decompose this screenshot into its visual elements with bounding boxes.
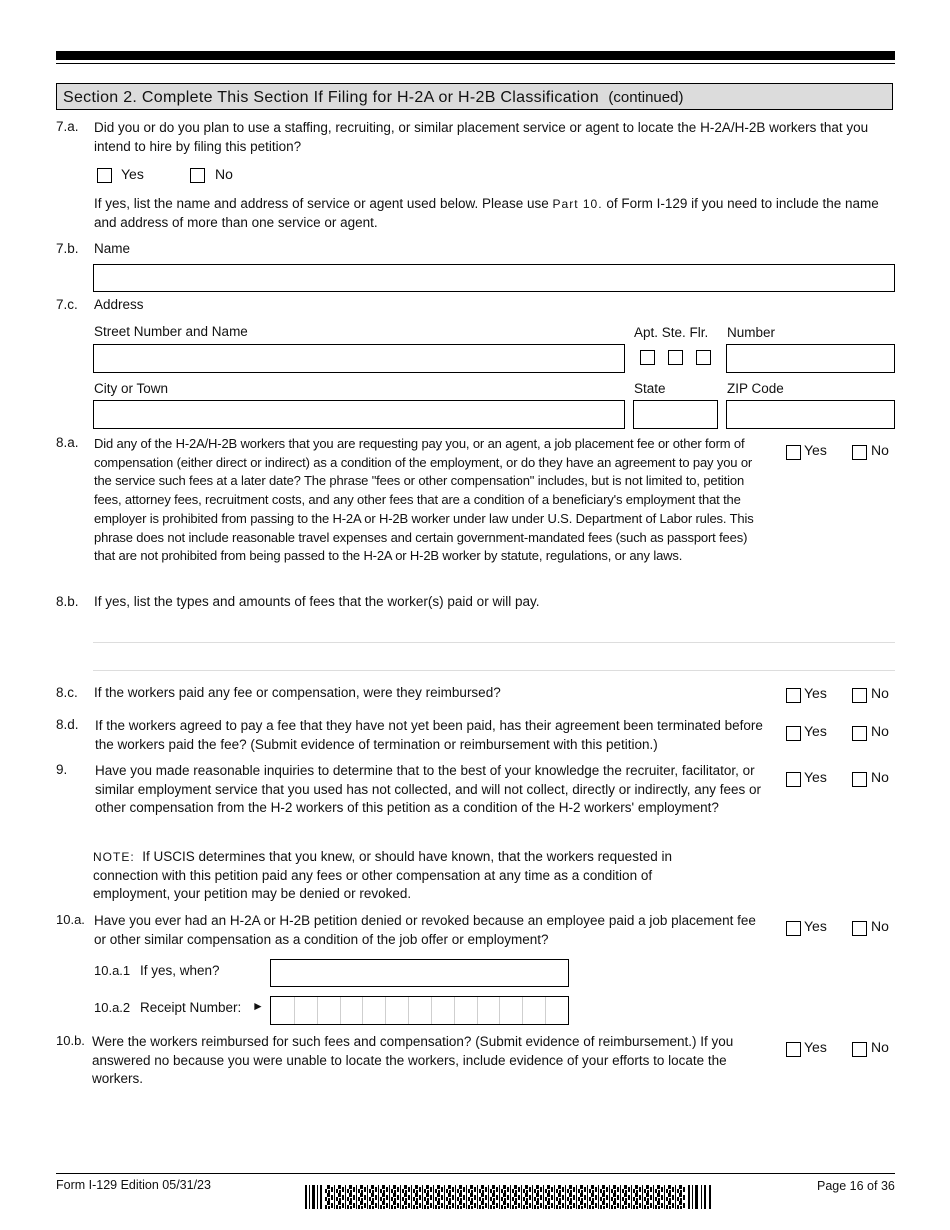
apt-checkbox[interactable] [640, 350, 655, 365]
q10b-no-checkbox[interactable] [852, 1042, 867, 1057]
q9-note [93, 848, 733, 904]
q7a-no-checkbox[interactable] [190, 168, 205, 183]
q9-note-label: NOTE: [93, 850, 135, 864]
q9-number: 9. [56, 762, 68, 777]
fees-line-1[interactable] [93, 642, 895, 643]
q7c-number: 7.c. [56, 297, 78, 312]
q7a-no-label: No [215, 166, 233, 182]
fees-line-2[interactable] [93, 670, 895, 671]
q10a2-number: 10.a.2 [94, 1000, 131, 1015]
q10a-yes-checkbox[interactable] [786, 921, 801, 936]
q7b-label: Name [94, 241, 131, 256]
q8c-yes-label: Yes [804, 685, 827, 701]
apt-number-input[interactable] [726, 344, 895, 373]
q8d-no-label: No [871, 723, 889, 739]
top-rule-thin [56, 63, 895, 64]
receipt-cell-divider [545, 997, 546, 1024]
q7a-note-pre: If yes, list the name and address of service or agent used below. Please use [94, 196, 549, 211]
q8d-yes-label: Yes [804, 723, 827, 739]
q10b-yes-checkbox[interactable] [786, 1042, 801, 1057]
receipt-cell-divider [499, 997, 500, 1024]
flr-checkbox[interactable] [696, 350, 711, 365]
receipt-cell-divider [431, 997, 432, 1024]
q8d-text: If the workers agreed to pay a fee that they have not yet been paid, has their agreement been terminated before the workers paid the fee? (Submit evidence of termination or reimbursement with this petition.) [95, 718, 763, 752]
q7a-number: 7.a. [56, 119, 79, 134]
q10b-text: Were the workers reimbursed for such fees and compensation? (Submit evidence of reimbursement.) If you answered no because you were unable to locate the workers, include evidence of your efforts to locate the workers. [92, 1034, 734, 1086]
q8c-number: 8.c. [56, 685, 78, 700]
q9-yes-checkbox[interactable] [786, 772, 801, 787]
footer-rule [56, 1173, 895, 1174]
section-continued: (continued) [608, 89, 684, 106]
q8b-number: 8.b. [56, 594, 79, 609]
q8a-yes-label: Yes [804, 442, 827, 458]
q10a-no-label: No [871, 918, 889, 934]
section-title: Section 2. Complete This Section If Filing for H-2A or H-2B Classification [63, 89, 599, 106]
street-label: Street Number and Name [94, 324, 248, 339]
name-input[interactable] [93, 264, 895, 292]
q10a1-number: 10.a.1 [94, 963, 131, 978]
q7a-yes-checkbox[interactable] [97, 168, 112, 183]
q8c-no-label: No [871, 685, 889, 701]
q8d-yes-checkbox[interactable] [786, 726, 801, 741]
q7a-note-post: of Form I-129 if you need to include the name and address of more than one service or agent. [94, 196, 879, 230]
q9-no-label: No [871, 769, 889, 785]
denial-date-input[interactable] [270, 959, 569, 987]
state-label: State [634, 381, 666, 396]
q8d-number: 8.d. [56, 717, 79, 732]
top-rule-thick [56, 51, 895, 60]
q8c-no-checkbox[interactable] [852, 688, 867, 703]
q7a-note-part: Part 10. [552, 197, 603, 211]
q7a-text: Did you or do you plan to use a staffing, recruiting, or similar placement service or agent to locate the H-2A/H-2B workers that you intend to hire by filing this petition? [94, 120, 869, 154]
section-header [56, 83, 893, 110]
q9-no-checkbox[interactable] [852, 772, 867, 787]
receipt-number-input[interactable] [270, 996, 569, 1025]
receipt-cell-divider [477, 997, 478, 1024]
q10a-yes-label: Yes [804, 918, 827, 934]
barcode-icon [305, 1185, 715, 1209]
q10a-text: Have you ever had an H-2A or H-2B petition denied or revoked because an employee paid a job placement fee or other similar compensation as a condition of the job offer or employment? [94, 913, 756, 947]
q9-note-text: If USCIS determines that you knew, or should have known, that the workers requested in connection with this petition paid any fees or other compensation at any time as a condition of employment, your petition may be denied or revoked. [93, 849, 672, 901]
city-input[interactable] [93, 400, 625, 429]
receipt-cell-divider [317, 997, 318, 1024]
q8a-no-checkbox[interactable] [852, 445, 867, 460]
q7c-label: Address [94, 297, 144, 312]
q10a2-label: Receipt Number: [140, 1000, 242, 1015]
street-input[interactable] [93, 344, 625, 373]
q8a-no-label: No [871, 442, 889, 458]
q9-yes-label: Yes [804, 769, 827, 785]
state-select[interactable] [633, 400, 718, 429]
footer-page-number: Page 16 of 36 [817, 1179, 895, 1193]
q8c-text: If the workers paid any fee or compensation, were they reimbursed? [94, 685, 501, 700]
footer-form-edition: Form I-129 Edition 05/31/23 [56, 1178, 211, 1192]
q8d-no-checkbox[interactable] [852, 726, 867, 741]
city-label: City or Town [94, 381, 169, 396]
q7a-instruction [94, 195, 894, 232]
q10a-no-checkbox[interactable] [852, 921, 867, 936]
q7a-yes-label: Yes [121, 166, 144, 182]
receipt-arrow-icon: ► [252, 999, 264, 1013]
q10a1-label: If yes, when? [140, 963, 220, 978]
q9-text: Have you made reasonable inquiries to determine that to the best of your knowledge the recruiter, facilitator, or similar employment service that you used has not collected, and will not collect, directly or indirectly, any fees or other compensation from the H-2 workers of this petition as a condition of the H-2 workers' employment? [95, 763, 762, 815]
apt-ste-flr-label: Apt. Ste. Flr. [634, 325, 709, 340]
receipt-cell-divider [522, 997, 523, 1024]
receipt-cell-divider [408, 997, 409, 1024]
receipt-cell-divider [340, 997, 341, 1024]
ste-checkbox[interactable] [668, 350, 683, 365]
q8a-yes-checkbox[interactable] [786, 445, 801, 460]
q7b-number: 7.b. [56, 241, 79, 256]
receipt-cell-divider [294, 997, 295, 1024]
q10b-no-label: No [871, 1039, 889, 1055]
q8b-text: If yes, list the types and amounts of fees that the worker(s) paid or will pay. [94, 594, 540, 609]
zip-label: ZIP Code [727, 381, 784, 396]
q10b-yes-label: Yes [804, 1039, 827, 1055]
receipt-cell-divider [385, 997, 386, 1024]
receipt-cell-divider [454, 997, 455, 1024]
q10b-number: 10.b. [56, 1033, 85, 1048]
zip-input[interactable] [726, 400, 895, 429]
q10a-number: 10.a. [56, 912, 85, 927]
number-label: Number [727, 325, 776, 340]
q8a-text: Did any of the H-2A/H-2B workers that you are requesting pay you, or an agent, a job placement fee or other form of compensation (either direct or indirect) as a condition of the employment, or do they have an agreement to pay you or the service such fees at a later date? The phrase "fees or other compensation" includes, but is not limited to, petition fees, attorney fees, recruitment costs, and any other fees that are a condition of a beneficiary's employment that the employer is prohibited from passing to the H-2A or H-2B worker under law under U.S. Department of Labor rules. This phrase does not include reasonable travel expenses and certain government-mandated fees (such as passport fees) that are not prohibited from being passed to the H-2A or H-2B worker by statute, regulations, or any laws. [94, 436, 754, 564]
q8c-yes-checkbox[interactable] [786, 688, 801, 703]
receipt-cell-divider [362, 997, 363, 1024]
q8a-number: 8.a. [56, 435, 79, 450]
